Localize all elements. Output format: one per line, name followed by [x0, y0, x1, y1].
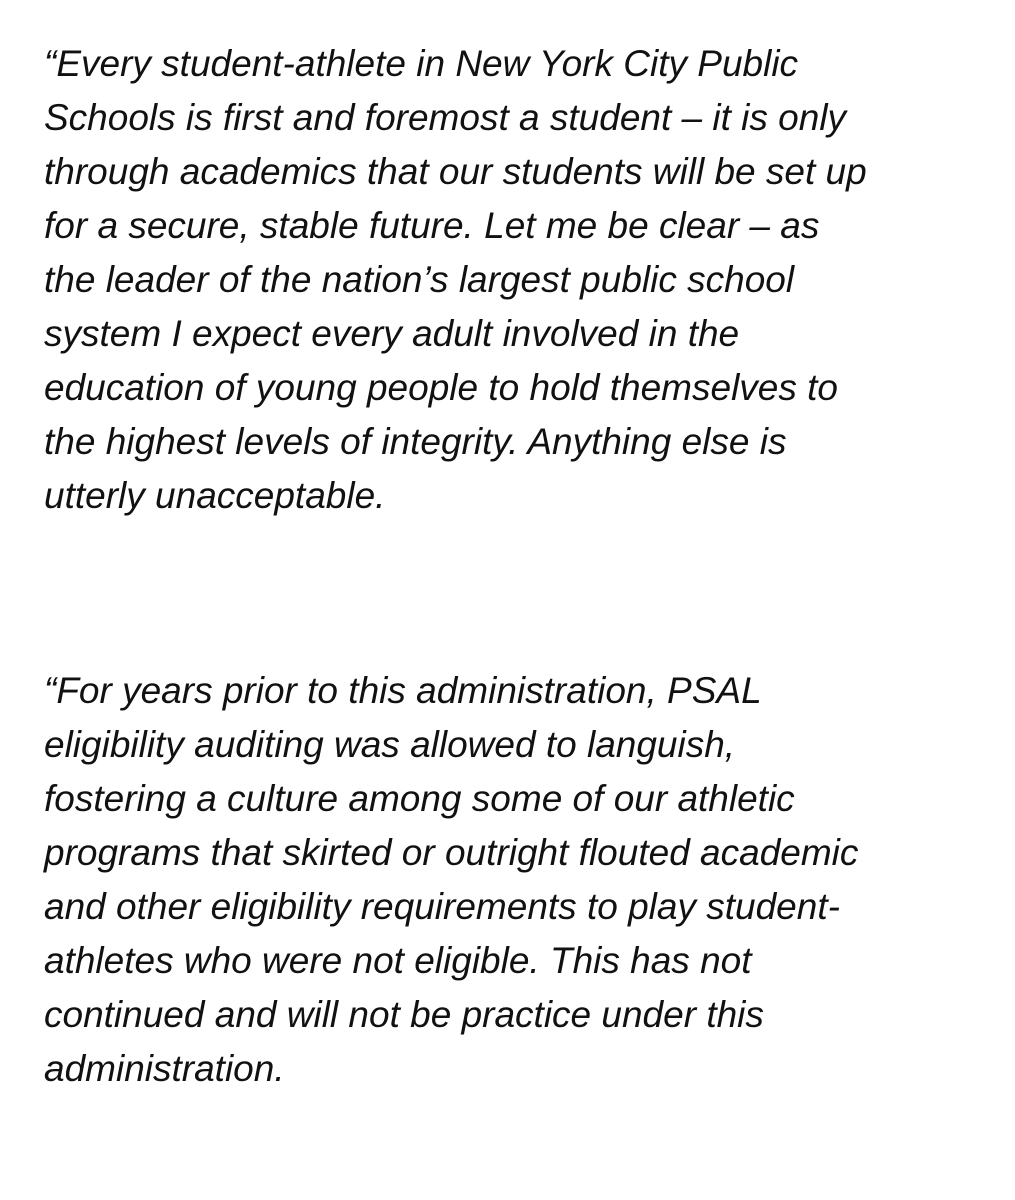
- text-line: programs that skirted or outright flouted academic: [44, 832, 859, 873]
- text-line: and other eligibility requirements to play student-: [44, 886, 840, 927]
- text-line: eligibility auditing was allowed to languish,: [44, 724, 736, 765]
- text-line: continued and will not be practice under this: [44, 994, 764, 1035]
- statement-paragraph-1: [44, 37, 867, 523]
- text-line: for a secure, stable future. Let me be clear – as: [44, 205, 820, 246]
- text-line: fostering a culture among some of our athletic: [44, 778, 795, 819]
- text-line: education of young people to hold themselves to: [44, 367, 839, 408]
- statement-paragraph-2: [44, 664, 858, 1096]
- text-line: Schools is first and foremost a student – it is only: [44, 97, 847, 138]
- text-line: the leader of the nation’s largest public school: [44, 259, 795, 300]
- text-line: the highest levels of integrity. Anything else is: [44, 421, 787, 462]
- text-line: “Every student-athlete in New York City Public: [44, 43, 799, 84]
- text-line: system I expect every adult involved in the: [44, 313, 740, 354]
- text-line: through academics that our students will be set up: [44, 151, 867, 192]
- text-line: athletes who were not eligible. This has not: [44, 940, 752, 981]
- text-line: administration.: [44, 1048, 285, 1089]
- text-line: “For years prior to this administration, PSAL: [44, 670, 762, 711]
- text-line: utterly unacceptable.: [44, 475, 386, 516]
